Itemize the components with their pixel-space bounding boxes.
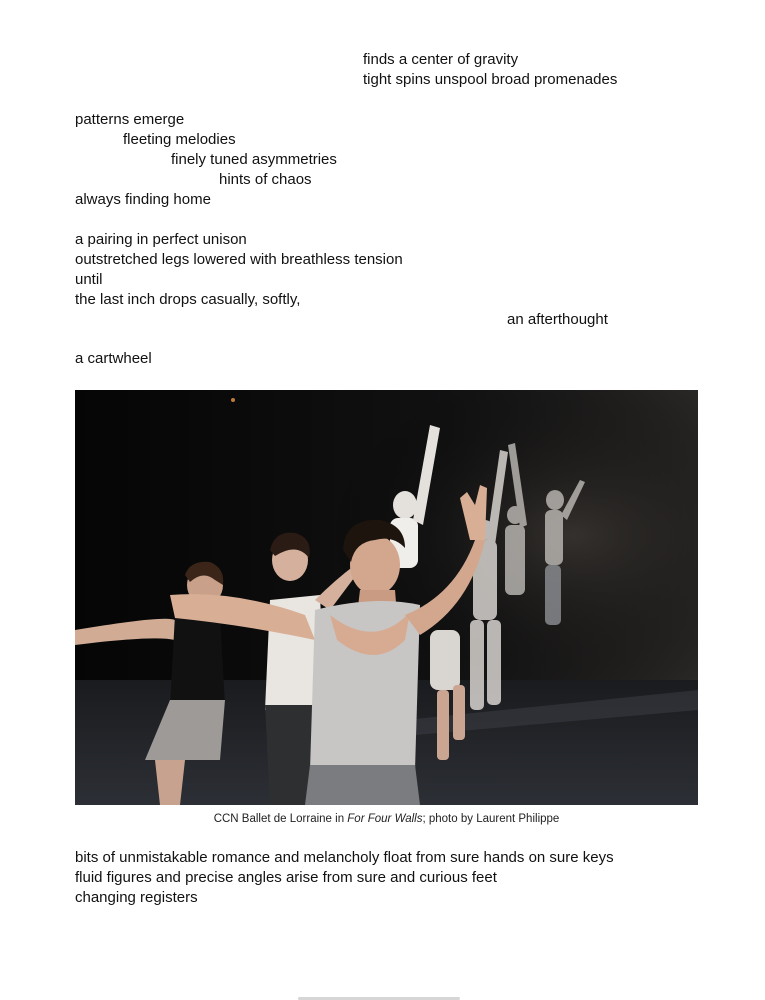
poem-line: finds a center of gravity (363, 51, 519, 68)
poem-line: a cartwheel (75, 350, 152, 367)
poem-line: tight spins unspool broad promenades (363, 71, 618, 88)
poem-line: until (75, 271, 103, 288)
poem-line: a pairing in perfect unison (75, 231, 247, 248)
poem-line: fluid figures and precise angles arise from sure and curious feet (75, 869, 497, 886)
poem-line: the last inch drops casually, softly, (75, 291, 301, 308)
poem-line: hints of chaos (219, 171, 312, 188)
poem-line: patterns emerge (75, 111, 185, 128)
poem-line: changing registers (75, 889, 198, 906)
poem-line: an afterthought (507, 311, 608, 328)
poem-line: always finding home (75, 191, 211, 208)
caption-title: For Four Walls (347, 813, 423, 825)
dance-photo (75, 390, 698, 805)
photo-caption (75, 811, 698, 827)
caption-suffix: ; photo by Laurent Philippe (422, 813, 560, 825)
poem-line: bits of unmistakable romance and melancholy float from sure hands on sure keys (75, 849, 614, 866)
poem-line: outstretched legs lowered with breathless tension (75, 251, 403, 268)
poem-line: fleeting melodies (123, 131, 236, 148)
poem-line: finely tuned asymmetries (171, 151, 337, 168)
caption-prefix: CCN Ballet de Lorraine in (213, 813, 348, 825)
